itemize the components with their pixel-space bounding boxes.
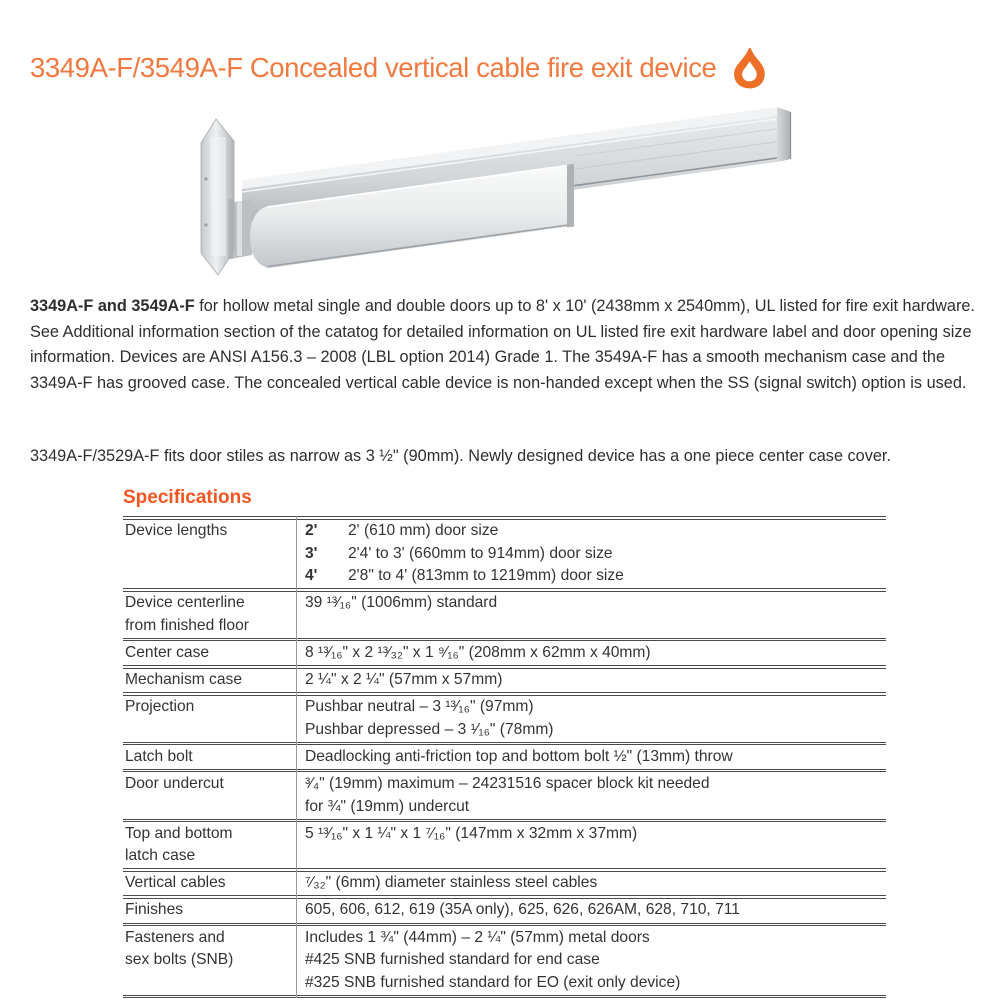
spec-value (296, 520, 886, 588)
column-divider (296, 516, 297, 998)
spec-row-vertical-cables (123, 872, 886, 896)
length-key: 3' (305, 544, 318, 562)
spec-label: Device lengths (125, 522, 228, 539)
spec-label: Latch bolt (125, 747, 193, 765)
spec-value-line: 8 ¹³⁄₁₆" x 2 ¹³⁄₃₂" x 1 ⁹⁄₁₆" (208mm x 62mm x 40mm) (305, 643, 651, 661)
spec-value-line: Deadlocking anti-friction top and bottom bolt ½" (13mm) throw (305, 747, 733, 765)
spec-row-device-centerline (123, 592, 886, 638)
spec-row-finishes (123, 899, 886, 923)
spec-value-line: 2 ¼" x 2 ¼" (57mm x 57mm) (305, 671, 503, 689)
spec-label: Vertical cables (125, 874, 226, 892)
specifications-section (123, 487, 886, 998)
spec-value (296, 899, 886, 922)
specifications-heading: Specifications (123, 487, 252, 508)
spec-row-projection (123, 696, 886, 742)
spec-row-mechanism-case (123, 669, 886, 693)
page-title: 3349A-F/3549A-F Concealed vertical cable fire exit device (30, 52, 717, 83)
spec-row-latch-case (123, 822, 886, 868)
exit-device-illustration (180, 103, 800, 293)
spec-value (296, 872, 886, 895)
spec-value-line: for ¾" (19mm) undercut (305, 797, 470, 815)
spec-label: Door undercut (125, 774, 224, 792)
spec-value-line: ³⁄₄" (19mm) maximum – 24231516 spacer block kit needed (305, 774, 710, 792)
spec-value (296, 592, 886, 637)
spec-value-line: #325 SNB furnished standard for EO (exit only device) (305, 973, 681, 991)
fire-rating-icon (729, 46, 767, 90)
spec-label: Projection (125, 698, 195, 716)
spec-row-door-undercut (123, 772, 886, 818)
spec-row-fasteners (123, 926, 886, 995)
spec-value-line: Pushbar neutral – 3 ¹³⁄₁₆" (97mm) (305, 698, 534, 716)
intro-bold-lead: 3349A-F and 3549A-F (30, 297, 195, 315)
stiles-paragraph: 3349A-F/3529A-F fits door stiles as narrow as 3 ½" (90mm). Newly designed device has a one piece center case cover. (30, 447, 891, 465)
spec-value (296, 669, 886, 692)
spec-row-center-case (123, 641, 886, 665)
spec-value-line: Pushbar depressed – 3 ¹⁄₁₆" (78mm) (305, 720, 554, 738)
length-key: 2' (305, 522, 318, 539)
spec-row-device-lengths (123, 520, 886, 589)
spec-label: Fasteners and sex bolts (SNB) (125, 928, 234, 969)
spec-value (296, 746, 886, 769)
intro-text: for hollow metal single and double doors up to 8' x 10' (2438mm x 2540mm), UL listed for fire exit hardware. See Additional information section of the catatog for detailed information on UL listed fire exit hardware label and door opening size information. Devices are ANSI A156.3 – 2008 (LBL option 2014) Grade 1. The 3549A-F has a smooth mechanism case and the 3349A-F has grooved case. The concealed vertical cable device is non-handed except when the SS (signal switch) option is used. (30, 297, 975, 392)
spec-value-line: 39 ¹³⁄₁₆" (1006mm) standard (305, 594, 498, 612)
row-divider (123, 995, 886, 999)
intro-paragraph (30, 294, 978, 396)
length-key: 4' (305, 567, 318, 585)
page-header (30, 46, 767, 90)
spec-label: Device centerline from finished floor (125, 594, 249, 634)
spec-value-line: Includes 1 ¾" (44mm) – 2 ¼" (57mm) metal doors (305, 928, 650, 946)
spec-value (296, 773, 886, 818)
specifications-table (123, 516, 886, 998)
spec-label: Mechanism case (125, 671, 242, 689)
spec-value-line: 4' 2'8" to 4' (813mm to 1219mm) door size (305, 565, 886, 588)
spec-value-line: 2' 2' (610 mm) door size (305, 520, 886, 543)
spec-value-line: 3' 2'4' to 3' (660mm to 914mm) door size (305, 543, 886, 566)
spec-value (296, 823, 886, 868)
spec-value (296, 696, 886, 741)
product-image (180, 103, 800, 293)
spec-value-line: 605, 606, 612, 619 (35A only), 625, 626, 626AM, 628, 710, 711 (305, 901, 740, 919)
spec-label: Finishes (125, 901, 184, 919)
spec-label: Center case (125, 643, 210, 661)
spec-value-line: ⁷⁄₃₂" (6mm) diameter stainless steel cables (305, 874, 598, 892)
spec-value (296, 642, 886, 665)
spec-row-latch-bolt (123, 745, 886, 769)
spec-value (296, 927, 886, 995)
spec-value-line: 5 ¹³⁄₁₆" x 1 ¼" x 1 ⁷⁄₁₆" (147mm x 32mm x 37mm) (305, 824, 638, 842)
spec-label: Top and bottom latch case (125, 824, 233, 865)
spec-value-line: #425 SNB furnished standard for end case (305, 951, 600, 969)
